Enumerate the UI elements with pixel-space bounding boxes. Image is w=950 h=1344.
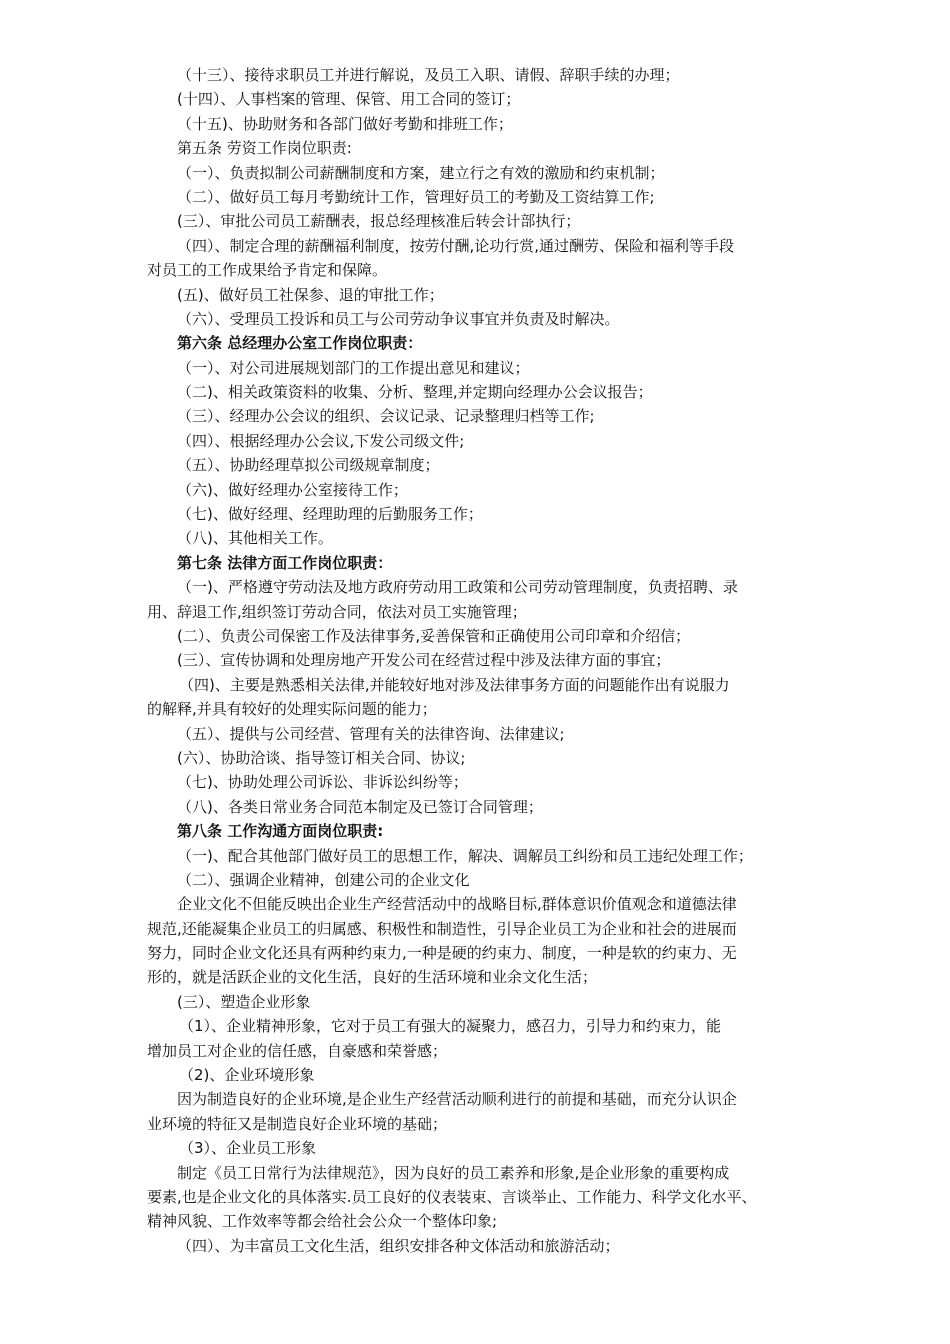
text-line: （一)、配合其他部门做好员工的思想工作，解决、调解员工纠纷和员工违纪处理工作； (177, 846, 753, 865)
text-line: （七)、做好经理、经理助理的后勤服务工作； (177, 505, 483, 524)
text-line: 用、辞退工作,组织签订劳动合同，依法对员工实施管理； (147, 602, 527, 621)
text-line: （二）、强调企业精神，创建公司的企业文化 (177, 870, 470, 889)
text-line: （一）、负责拟制公司薪酬制度和方案，建立行之有效的激励和约束机制； (177, 163, 665, 182)
text-line: （一）、对公司进展规划部门的工作提出意见和建议； (177, 358, 530, 377)
text-line: (三）、审批公司员工薪酬表，报总经理核准后转会计部执行； (177, 212, 581, 231)
text-line: （四）、根据经理办公会议,下发公司级文件; (177, 431, 465, 450)
text-line: （八)、各类日常业务合同范本制定及已签订合同管理； (177, 797, 543, 816)
text-line: 精神风貌、工作效率等都会给社会公众一个整体印象; (147, 1212, 498, 1231)
text-line: （三）、经理办公会议的组织、会议记录、记录整理归档等工作; (177, 407, 595, 426)
text-line: （四）、制定合理的薪酬福利制度，按劳付酬,论功行赏,通过酬劳、保险和福利等手段 (177, 236, 735, 255)
text-line: （八)、其他相关工作。 (177, 529, 333, 548)
text-line: 努力，同时企业文化还具有两种约束力,一种是硬的约束力、制度，一种是软的约束力、无 (147, 944, 737, 963)
text-line: （十五)、协助财务和各部门做好考勤和排班工作； (177, 114, 513, 133)
text-line: 规范,还能凝集企业员工的归属感、积极性和制造性，引导企业员工为企业和社会的进展而 (147, 919, 737, 938)
text-line: （四）、为丰富员工文化生活，组织安排各种文体活动和旅游活动； (177, 1236, 620, 1255)
text-line: (三）、塑造企业形象 (177, 992, 311, 1011)
text-line: 制定《员工日常行为法律规范》，因为良好的员工素养和形象,是企业形象的重要构成 (177, 1163, 730, 1182)
text-line: （七)、协助处理公司诉讼、非诉讼纠纷等； (177, 773, 468, 792)
text-line: (三）、宣传协调和处理房地产开发公司在经营过程中涉及法律方面的事宜； (177, 651, 671, 670)
text-line: （一)、严格遵守劳动法及地方政府劳动用工政策和公司劳动管理制度，负责招聘、录 (177, 578, 738, 597)
text-line: 企业文化不但能反映出企业生产经营活动中的战略目标,群体意识价值观念和道德法律 (177, 895, 737, 914)
text-line: （四)、主要是熟悉相关法律,并能较好地对涉及法律事务方面的问题能作出有说服力 (179, 675, 730, 694)
text-line: （3）、企业员工形象 (179, 1139, 317, 1158)
text-line: 的解释,并具有较好的处理实际问题的能力； (147, 700, 437, 719)
text-line: （五）、提供与公司经营、管理有关的法律咨询、法律建议; (177, 724, 565, 743)
article-heading: 第六条 总经理办公室工作岗位职责： (177, 334, 423, 353)
text-line: 形的，就是活跃企业的文化生活，良好的生活环境和业余文化生活； (147, 968, 598, 987)
text-line: （2)、企业环境形象 (179, 1066, 315, 1085)
text-line: （二)、相关政策资料的收集、分析、整理,并定期向经理办公会议报告； (177, 383, 653, 402)
text-line: 第五条 劳资工作岗位职责: (177, 139, 352, 158)
text-line: 业环境的特征又是制造良好企业环境的基础； (147, 1114, 448, 1133)
document-body (147, 63, 817, 1258)
text-line: 增加员工对企业的信任感，自豪感和荣誉感； (147, 1041, 448, 1060)
text-line: (五)、做好员工社保参、退的审批工作； (177, 285, 444, 304)
text-line: （五）、协助经理草拟公司级规章制度； (177, 456, 440, 475)
text-line: (六）、协助洽谈、指导签订相关合同、协议; (177, 748, 466, 767)
text-line: （二）、做好员工每月考勤统计工作，管理好员工的考勤及工资结算工作; (177, 187, 655, 206)
article-heading: 第八条 工作沟通方面岗位职责: (177, 822, 384, 841)
text-line: （六)、做好经理办公室接待工作； (177, 480, 408, 499)
text-line: 因为制造良好的企业环境,是企业生产经营活动顺利进行的前提和基础，而充分认识企 (177, 1090, 737, 1109)
text-line: （十三）、接待求职员工并进行解说，及员工入职、请假、辞职手续的办理； (177, 66, 680, 84)
text-line: 对员工的工作成果给予肯定和保障。 (147, 261, 388, 280)
text-line: （六）、受理员工投诉和员工与公司劳动争议事宜并负责及时解决。 (177, 309, 620, 328)
text-line: (十四）、人事档案的管理、保管、用工合同的签订； (177, 90, 521, 109)
text-line: (二）、负责公司保密工作及法律事务,妥善保管和正确使用公司印章和介绍信； (177, 626, 691, 645)
text-line: 要素,也是企业文化的具体落实.员工良好的仪表装束、言谈举止、工作能力、科学文化水平、 (147, 1187, 757, 1206)
article-heading: 第七条 法律方面工作岗位职责： (177, 553, 393, 572)
text-line: （1）、企业精神形象，它对于员工有强大的凝聚力，感召力，引导力和约束力，能 (179, 1017, 722, 1036)
